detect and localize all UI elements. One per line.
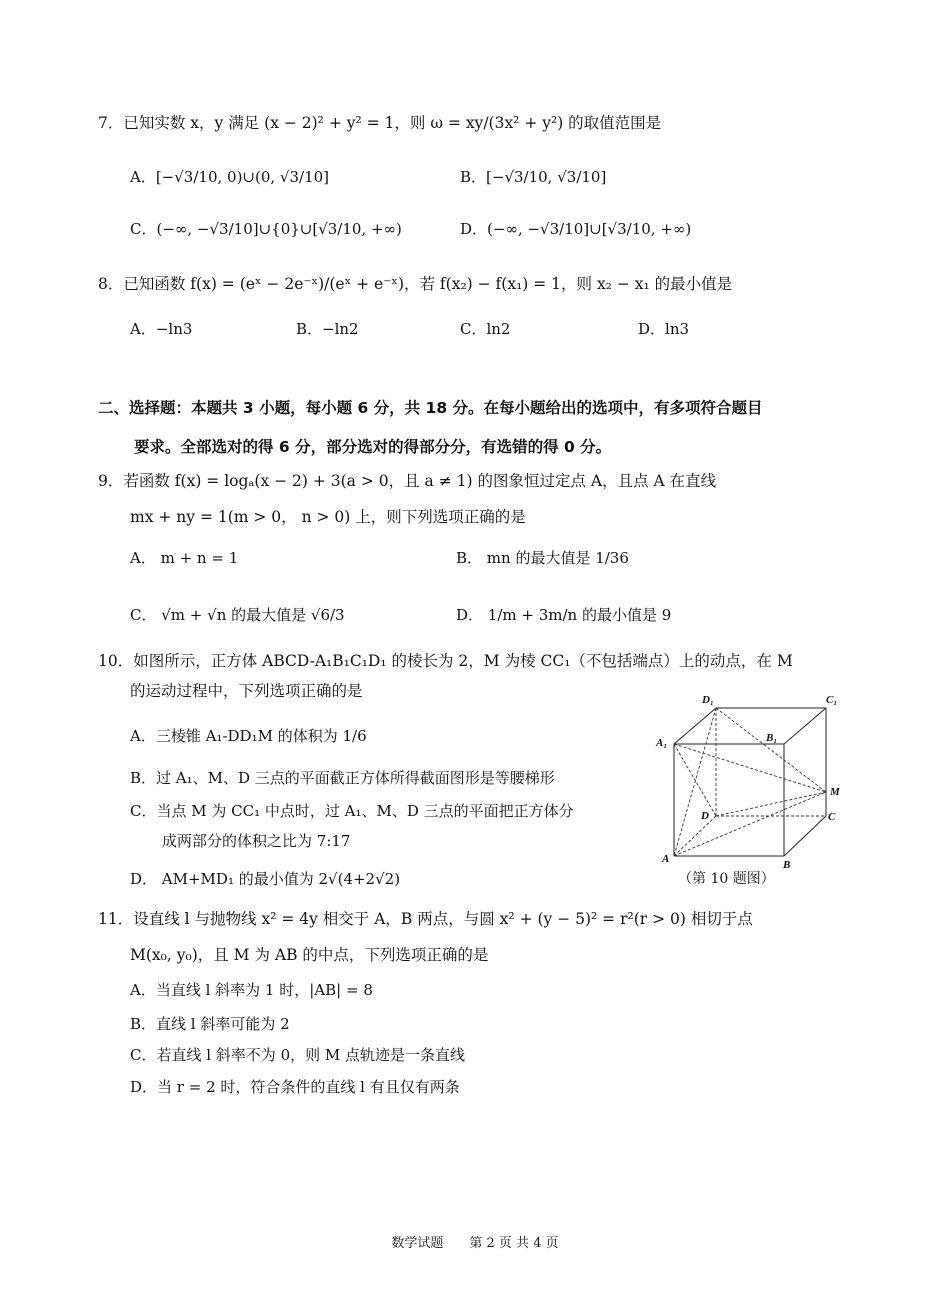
label-b1: B₁ [766, 732, 778, 744]
edge-ad-hidden [674, 816, 716, 856]
q11-option-b: B．直线 l 斜率可能为 2 [130, 1015, 290, 1033]
line-d1a [674, 708, 716, 856]
q9-stem-line2: mx + ny = 1(m > 0， n > 0) 上，则下列选项正确的是 [130, 508, 526, 526]
label-c1: C₁ [826, 694, 838, 706]
label-a: A [662, 853, 670, 865]
q7-option-a: A．[−√3/10, 0)∪(0, √3/10] [130, 168, 330, 186]
label-c: C [828, 811, 836, 823]
q11-option-d: D．当 r = 2 时，符合条件的直线 l 有且仅有两条 [130, 1078, 460, 1096]
cube-figure [640, 686, 870, 886]
q8-option-a: A．−ln3 [130, 320, 193, 338]
label-m: M [830, 786, 840, 798]
q9-option-c: C． √m + √n 的最大值是 √6/3 [130, 606, 345, 624]
q8-option-c: C．ln2 [460, 320, 511, 338]
q11-stem-line1: 11．设直线 l 与抛物线 x² = 4y 相交于 A，B 两点，与圆 x² + (y − 5)² = r²(r > 0) 相切于点 [98, 910, 753, 928]
q10-option-b: B．过 A₁、M、D 三点的平面截正方体所得截面图形是等腰梯形 [130, 769, 555, 787]
line-d1m [716, 708, 826, 792]
q10-option-c-line1: C．当点 M 为 CC₁ 中点时，过 A₁、M、D 三点的平面把正方体分 [130, 802, 574, 820]
label-d1: D₁ [702, 694, 714, 706]
q9-option-d: D． 1/m + 3m/n 的最小值是 9 [456, 606, 672, 624]
q11-option-a: A．当直线 l 斜率为 1 时，|AB| = 8 [130, 981, 373, 999]
label-b: B [783, 859, 791, 871]
section2-line2: 要求。全部选对的得 6 分，部分选对的得部分分，有选错的得 0 分。 [134, 438, 612, 456]
label-a1: A₁ [656, 737, 668, 749]
line-a1d [674, 744, 716, 816]
q7-option-d: D．(−∞, −√3/10]∪[√3/10, +∞) [460, 220, 692, 238]
label-d: D [701, 810, 709, 822]
page-footer: 数学试题 第 2 页 共 4 页 [391, 1236, 559, 1251]
q11-stem-line2: M(x₀, y₀)，且 M 为 AB 的中点，下列选项正确的是 [130, 946, 489, 964]
figure-caption: （第 10 题图） [678, 871, 775, 887]
q8-option-d: D．ln3 [638, 320, 690, 338]
edge-c1b1 [784, 708, 826, 744]
q10-option-d: D． AM+MD₁ 的最小值为 2√(4+2√2) [130, 870, 401, 888]
q9-option-b: B． mn 的最大值是 1/36 [456, 549, 629, 567]
q10-option-c-line2: 成两部分的体积之比为 7:17 [162, 832, 351, 850]
line-dm [716, 792, 826, 816]
edge-bc [784, 816, 826, 856]
line-am [674, 792, 826, 856]
q8-option-b: B．−ln2 [296, 320, 359, 338]
q7-stem: 7．已知实数 x，y 满足 (x − 2)² + y² = 1，则 ω = xy/(3x² + y²) 的取值范围是 [98, 114, 662, 132]
q11-option-c: C．若直线 l 斜率不为 0，则 M 点轨迹是一条直线 [130, 1046, 466, 1064]
q8-stem: 8．已知函数 f(x) = (eˣ − 2e⁻ˣ)/(eˣ + e⁻ˣ)，若 f(x₂) − f(x₁) = 1，则 x₂ − x₁ 的最小值是 [98, 275, 733, 293]
q10-stem-line2: 的运动过程中，下列选项正确的是 [130, 682, 363, 700]
q7-option-b: B．[−√3/10, √3/10] [460, 168, 607, 186]
q9-stem-line1: 9．若函数 f(x) = logₐ(x − 2) + 3(a > 0，且 a ≠ 1) 的图象恒过定点 A，且点 A 在直线 [98, 472, 717, 490]
q7-option-c: C．(−∞, −√3/10]∪{0}∪[√3/10, +∞) [130, 220, 402, 238]
q10-option-a: A．三棱锥 A₁-DD₁M 的体积为 1/6 [130, 727, 367, 745]
section2-line1: 二、选择题：本题共 3 小题，每小题 6 分，共 18 分。在每小题给出的选项中，有多项符合题目 [98, 399, 763, 417]
q10-stem-line1: 10．如图所示，正方体 ABCD-A₁B₁C₁D₁ 的棱长为 2，M 为棱 CC₁（不包括端点）上的动点，在 M [98, 652, 793, 670]
q9-option-a: A． m + n = 1 [130, 549, 239, 567]
edge-d1a1 [674, 708, 716, 744]
line-a1m [674, 744, 826, 792]
